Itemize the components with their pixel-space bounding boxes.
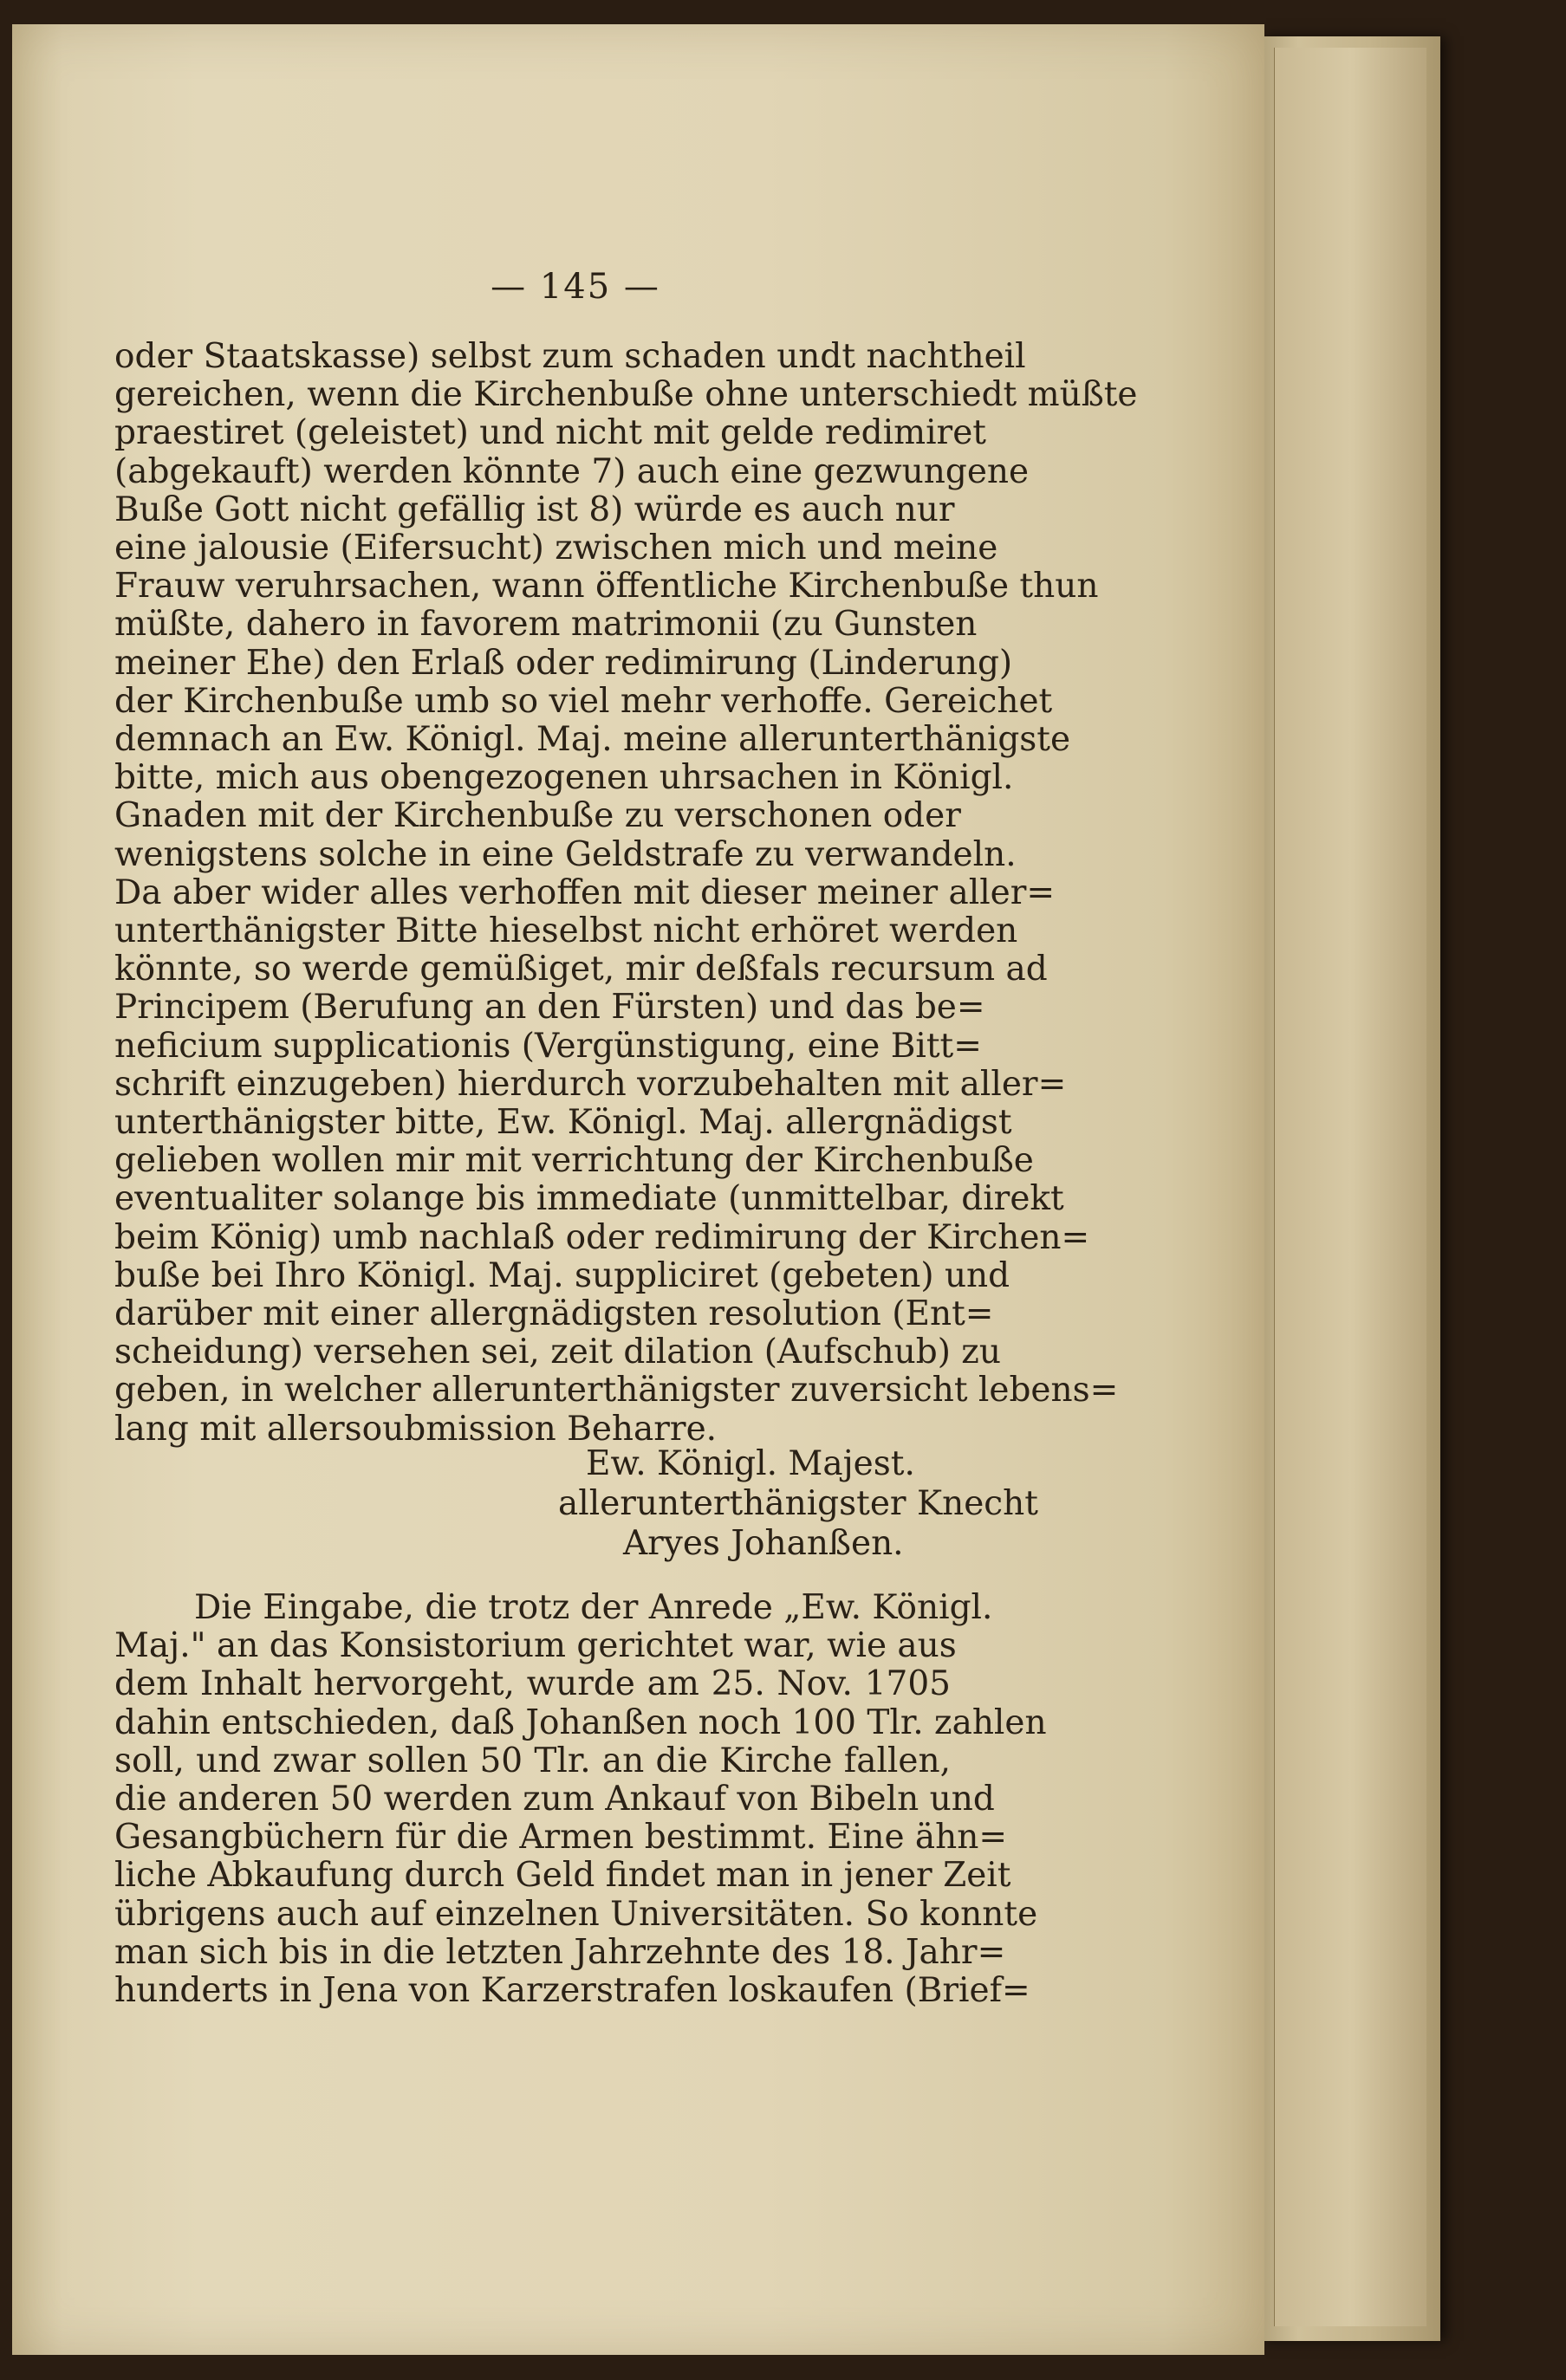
text-line: demnach an Ew. Königl. Maj. meine allerunterthänigste bbox=[114, 720, 1071, 759]
text-line: Gesangbüchern für die Armen bestimmt. Eine ähn= bbox=[114, 1818, 1008, 1857]
text-line: eventualiter solange bis immediate (unmittelbar, direkt bbox=[114, 1179, 1064, 1218]
text-line: liche Abkaufung durch Geld findet man in jener Zeit bbox=[114, 1856, 1011, 1895]
book-page bbox=[12, 24, 1264, 2355]
text-line: geben, in welcher allerunterthänigster zuversicht lebens= bbox=[114, 1371, 1119, 1410]
text-line: Buße Gott nicht gefällig ist 8) würde es auch nur bbox=[114, 490, 955, 529]
text-line: Principem (Berufung an den Fürsten) und das be= bbox=[114, 988, 985, 1027]
text-line: neficium supplicationis (Vergünstigung, eine Bitt= bbox=[114, 1027, 982, 1066]
text-line: übrigens auch auf einzelnen Universitäten. So konnte bbox=[114, 1895, 1038, 1934]
text-line: lang mit allersoubmission Beharre. bbox=[114, 1410, 718, 1449]
text-line: man sich bis in die letzten Jahrzehnte des 18. Jahr= bbox=[114, 1933, 1006, 1972]
book-page-edge-inner bbox=[1274, 48, 1426, 2326]
page-number: — 145 — bbox=[491, 267, 660, 307]
text-line: schrift einzugeben) hierdurch vorzubehalten mit aller= bbox=[114, 1065, 1067, 1104]
text-line: buße bei Ihro Königl. Maj. suppliciret (gebeten) und bbox=[114, 1256, 1010, 1295]
text-line: wenigstens solche in eine Geldstrafe zu verwandeln. bbox=[114, 835, 1017, 874]
text-line: unterthänigster bitte, Ew. Königl. Maj. allergnädigst bbox=[114, 1103, 1012, 1142]
text-line: könnte, so werde gemüßiget, mir deßfals recursum ad bbox=[114, 950, 1048, 989]
text-line: unterthänigster Bitte hieselbst nicht erhöret werden bbox=[114, 911, 1018, 950]
signature-line: Ew. Königl. Majest. bbox=[586, 1444, 915, 1483]
text-line: Frauw veruhrsachen, wann öffentliche Kirchenbuße thun bbox=[114, 567, 1099, 606]
text-line: meiner Ehe) den Erlaß oder redimirung (Linderung) bbox=[114, 644, 1013, 683]
text-line: der Kirchenbuße umb so viel mehr verhoffe. Gereichet bbox=[114, 682, 1053, 721]
text-line: eine jalousie (Eifersucht) zwischen mich und meine bbox=[114, 529, 998, 567]
text-line: darüber mit einer allergnädigsten resolution (Ent= bbox=[114, 1294, 994, 1333]
text-line: soll, und zwar sollen 50 Tlr. an die Kirche fallen, bbox=[114, 1741, 951, 1780]
text-line: bitte, mich aus obengezogenen uhrsachen in Königl. bbox=[114, 758, 1014, 797]
text-line: scheidung) versehen sei, zeit dilation (Aufschub) zu bbox=[114, 1333, 1001, 1372]
text-line: Da aber wider alles verhoffen mit dieser meiner aller= bbox=[114, 873, 1056, 912]
text-line: gelieben wollen mir mit verrichtung der Kirchenbuße bbox=[114, 1141, 1034, 1180]
text-line: dem Inhalt hervorgeht, wurde am 25. Nov. 1705 bbox=[114, 1664, 951, 1703]
signature-line: Aryes Johanßen. bbox=[623, 1524, 904, 1563]
text-line: Gnaden mit der Kirchenbuße zu verschonen oder bbox=[114, 796, 961, 835]
text-line: Die Eingabe, die trotz der Anrede „Ew. Königl. bbox=[194, 1588, 993, 1627]
text-line: beim König) umb nachlaß oder redimirung der Kirchen= bbox=[114, 1218, 1090, 1257]
text-line: dahin entschieden, daß Johanßen noch 100 Tlr. zahlen bbox=[114, 1703, 1047, 1742]
text-line: Maj." an das Konsistorium gerichtet war, wie aus bbox=[114, 1626, 957, 1665]
text-line: oder Staatskasse) selbst zum schaden undt nachtheil bbox=[114, 337, 1026, 376]
text-line: müßte, dahero in favorem matrimonii (zu Gunsten bbox=[114, 605, 978, 644]
text-line: gereichen, wenn die Kirchenbuße ohne unterschiedt müßte bbox=[114, 375, 1138, 414]
text-line: die anderen 50 werden zum Ankauf von Bibeln und bbox=[114, 1780, 995, 1819]
text-line: (abgekauft) werden könnte 7) auch eine gezwungene bbox=[114, 452, 1030, 491]
signature-line: allerunterthänigster Knecht bbox=[558, 1484, 1038, 1523]
text-line: praestiret (geleistet) und nicht mit gelde redimiret bbox=[114, 413, 986, 452]
text-line: hunderts in Jena von Karzerstrafen loskaufen (Brief= bbox=[114, 1971, 1030, 2010]
